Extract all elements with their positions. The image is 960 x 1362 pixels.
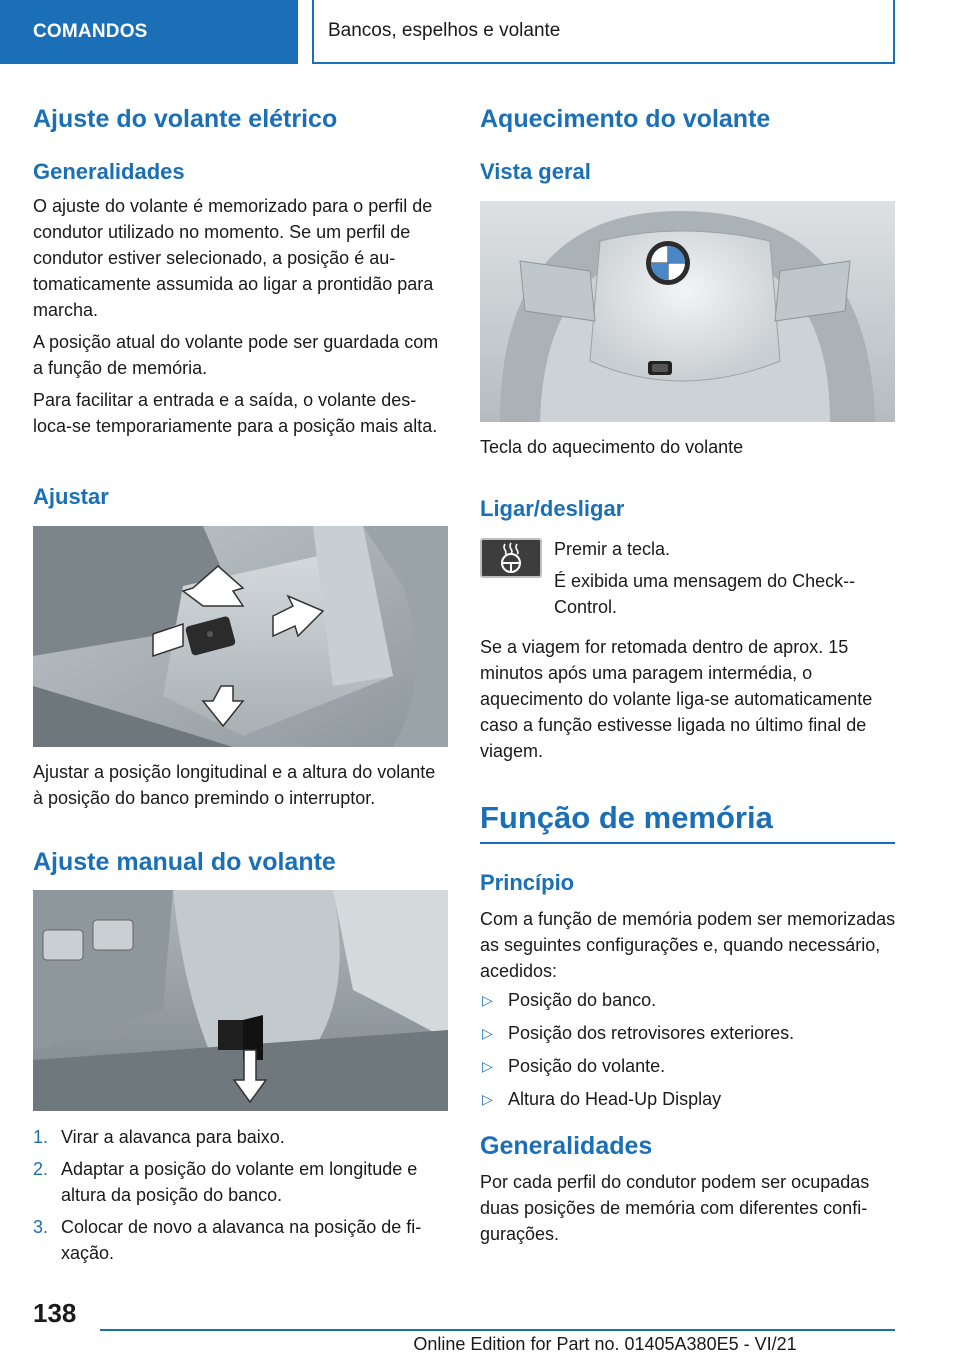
message-text: [554, 568, 894, 620]
page-number: 138: [33, 1298, 77, 1328]
triangle-bullet-icon: ▷: [482, 992, 493, 1008]
subheading-general: Generalidades: [33, 159, 185, 184]
subheading-on-off: Ligar/desligar: [480, 496, 625, 521]
subheading-adjust: Ajustar: [33, 484, 109, 509]
bullet-text: Altura do Head-Up Display: [508, 1089, 722, 1109]
paragraph-memory: A posição atual do volante pode ser guardada com a função de memória.: [33, 332, 439, 378]
heated-wheel-icon: [482, 540, 540, 576]
triangle-bullet-icon: ▷: [482, 1091, 493, 1107]
heading-steering-heating: Aquecimento do volante: [480, 105, 771, 133]
paragraph-entry: Para facilitar a entrada e a saída, o volante desloca-se temporariamente para a posição mais alta.: [33, 390, 438, 436]
heading-manual-adjust: Ajuste manual do volante: [33, 848, 336, 876]
list-item: [480, 1020, 896, 1046]
manual-lever-illustration: [33, 890, 448, 1111]
step-text: Virar a alavanca para baixo.: [61, 1127, 285, 1147]
subheading-general-memory: Generalidades: [480, 1132, 653, 1160]
section-title: COMANDOS: [33, 21, 148, 42]
memory-settings-list: [480, 987, 896, 1119]
section-tab: [0, 0, 298, 64]
heading-memory-function: Função de memória: [480, 798, 895, 844]
step-number: 1.: [33, 1127, 49, 1147]
list-item: [33, 1214, 449, 1266]
message-text-content: É exibida uma mensagem do Check-Control.: [554, 571, 856, 617]
caption-heating: Tecla do aquecimento do volante: [480, 437, 744, 457]
general-text-block: [33, 193, 449, 439]
steering-wheel-illustration: [480, 201, 895, 422]
manual-steps-list: [33, 1124, 449, 1272]
heading-electric-adjust: Ajuste do volante elétrico: [33, 105, 338, 133]
step-number: 2.: [33, 1159, 49, 1179]
list-item: [33, 1156, 449, 1208]
principle-text: Com a função de memória podem ser memorizadas as seguintes configurações e, quando necessário, acedidos:: [480, 909, 896, 981]
chapter-title: Bancos, espelhos e volante: [328, 20, 561, 41]
footer-rule: [100, 1329, 895, 1331]
triangle-bullet-icon: ▷: [482, 1025, 493, 1041]
caption-adjust: Ajustar a posição longitudinal e a altura do volante à posição do banco premindo o interruptor.: [33, 762, 436, 808]
resume-text: Se a viagem for retomada dentro de aprox. 15 minutos após uma paragem intermédia, o aquecimento do volante liga-se automaticamente caso a função estivesse ligada no último final de viagem.: [480, 637, 873, 761]
paragraph-profile: O ajuste do volante é memorizado para o perfil de condutor utilizado no momento. Se um perfil de condutor estiver selecionado, a posição é automaticamente assumida ao ligar a prontidão para marcha.: [33, 196, 434, 320]
step-text: Adaptar a posição do volante em longitude e altura da posição do banco.: [61, 1159, 418, 1205]
bullet-text: Posição do volante.: [508, 1056, 666, 1076]
steering-switch-illustration: [33, 526, 448, 747]
step-text: Colocar de novo a alavanca na posição de fixação.: [61, 1217, 422, 1263]
list-item: [480, 1053, 896, 1079]
list-item: [480, 1086, 896, 1112]
list-item: [480, 987, 896, 1013]
press-key-text: Premir a tecla.: [554, 539, 671, 559]
edition-text: Online Edition for Part no. 01405A380E5 - VI/21: [413, 1334, 797, 1354]
chapter-header: [312, 0, 895, 64]
step-number: 3.: [33, 1217, 49, 1237]
bullet-text: Posição dos retrovisores exteriores.: [508, 1023, 795, 1043]
bullet-text: Posição do banco.: [508, 990, 657, 1010]
general-memory-text: Por cada perfil do condutor podem ser ocupadas duas posições de memória com diferentes configurações.: [480, 1172, 870, 1244]
subheading-overview: Vista geral: [480, 159, 591, 184]
subheading-principle: Princípio: [480, 870, 575, 895]
steering-heating-key: [480, 538, 542, 578]
edition-footer: [0, 1334, 960, 1355]
list-item: [33, 1124, 449, 1150]
triangle-bullet-icon: ▷: [482, 1058, 493, 1074]
